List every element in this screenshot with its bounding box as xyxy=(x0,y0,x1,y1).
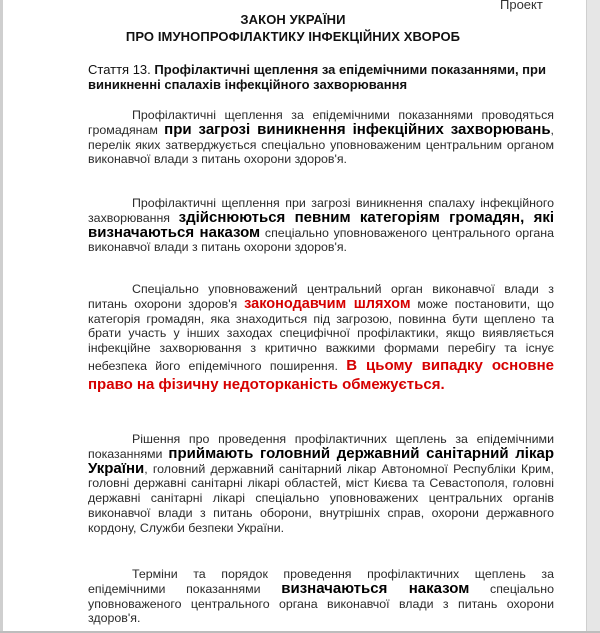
paragraph-3 xyxy=(88,282,554,394)
p5-emphasis: визначаються наказом xyxy=(281,579,470,597)
article-title: Профілактичні щеплення за епідемічними показаннями, при виникненні спалахів інфекційного захворювання xyxy=(88,62,546,92)
paragraph-1 xyxy=(88,108,554,167)
p3-text-a: Спеціально уповноважений центральний орган виконавчої влади з питань охорони здоров'я xyxy=(88,282,554,311)
p5-text-c: спеціально уповноваженого центрального органа виконавчої влади з питань охорони здоров'я. xyxy=(88,581,554,626)
p3-red-emphasis: законодавчим шляхом xyxy=(244,295,411,312)
p1-text-c: , перелік яких затверджується спеціально уповноваженим центральним органом виконавчої влади з питань охорони здоров'я. xyxy=(88,122,554,167)
p1-text-a: Профілактичні щеплення за епідемічними показаннями проводяться громадянам xyxy=(88,108,554,137)
article-number: Стаття 13. xyxy=(88,62,151,77)
paragraph-4 xyxy=(88,432,554,536)
p4-text-a: Рішення про проведення профілактичних щеплень за епідемічними показаннями xyxy=(88,432,554,461)
p2-emphasis: здійснюються певним категоріям громадян, які визначаються наказом xyxy=(88,208,554,241)
paragraph-5 xyxy=(88,567,554,626)
p3-text-c: може постановити, що категорія громадян, яка знаходиться під загрозою, повинна бути щеплено та брати участь у інших заходах специфічної профілактики, якщо виявляється інфекційне захворювання з критично важкими формами перебігу та існує небезпека його епідемічного поширення. xyxy=(88,296,554,373)
p4-emphasis: приймають головний державний санітарний лікар України xyxy=(88,444,554,477)
paragraph-2 xyxy=(88,196,554,255)
p2-text-c: спеціально уповноваженого центрального органа виконавчої влади з питань охорони здоров'я. xyxy=(88,225,554,255)
p3-red-conclusion: В цьому випадку основне право на фізичну недоторканість обмежується. xyxy=(88,356,554,393)
p1-emphasis: при загрозі виникнення інфекційних захворювань xyxy=(164,120,551,138)
law-subtitle: ПРО ІМУНОПРОФІЛАКТИКУ ІНФЕКЦІЙНИХ ХВОРОБ xyxy=(125,29,461,44)
left-border xyxy=(0,0,3,633)
p5-text-a: Терміни та порядок проведення профілактичних щеплень за епідемічними показаннями xyxy=(88,567,554,596)
p2-text-a: Профілактичні щеплення при загрозі виникнення спалаху інфекційного захворювання xyxy=(88,196,554,225)
law-title: ЗАКОН УКРАЇНИ xyxy=(240,12,346,27)
project-label: Проект xyxy=(500,0,543,12)
p4-text-c: , головний державний санітарний лікар Автономної Республіки Крим, головні державні санітарні лікарі областей, міст Києва та Севастополя, головні державні санітарні лікарі спеціально уповноважених центральних органів виконавчої влади з питань оборони, внутрішніх справ, охорони державного кордону, Служби безпеки України. xyxy=(88,461,554,535)
article-heading xyxy=(88,62,558,92)
scrollbar-track[interactable] xyxy=(586,0,600,633)
